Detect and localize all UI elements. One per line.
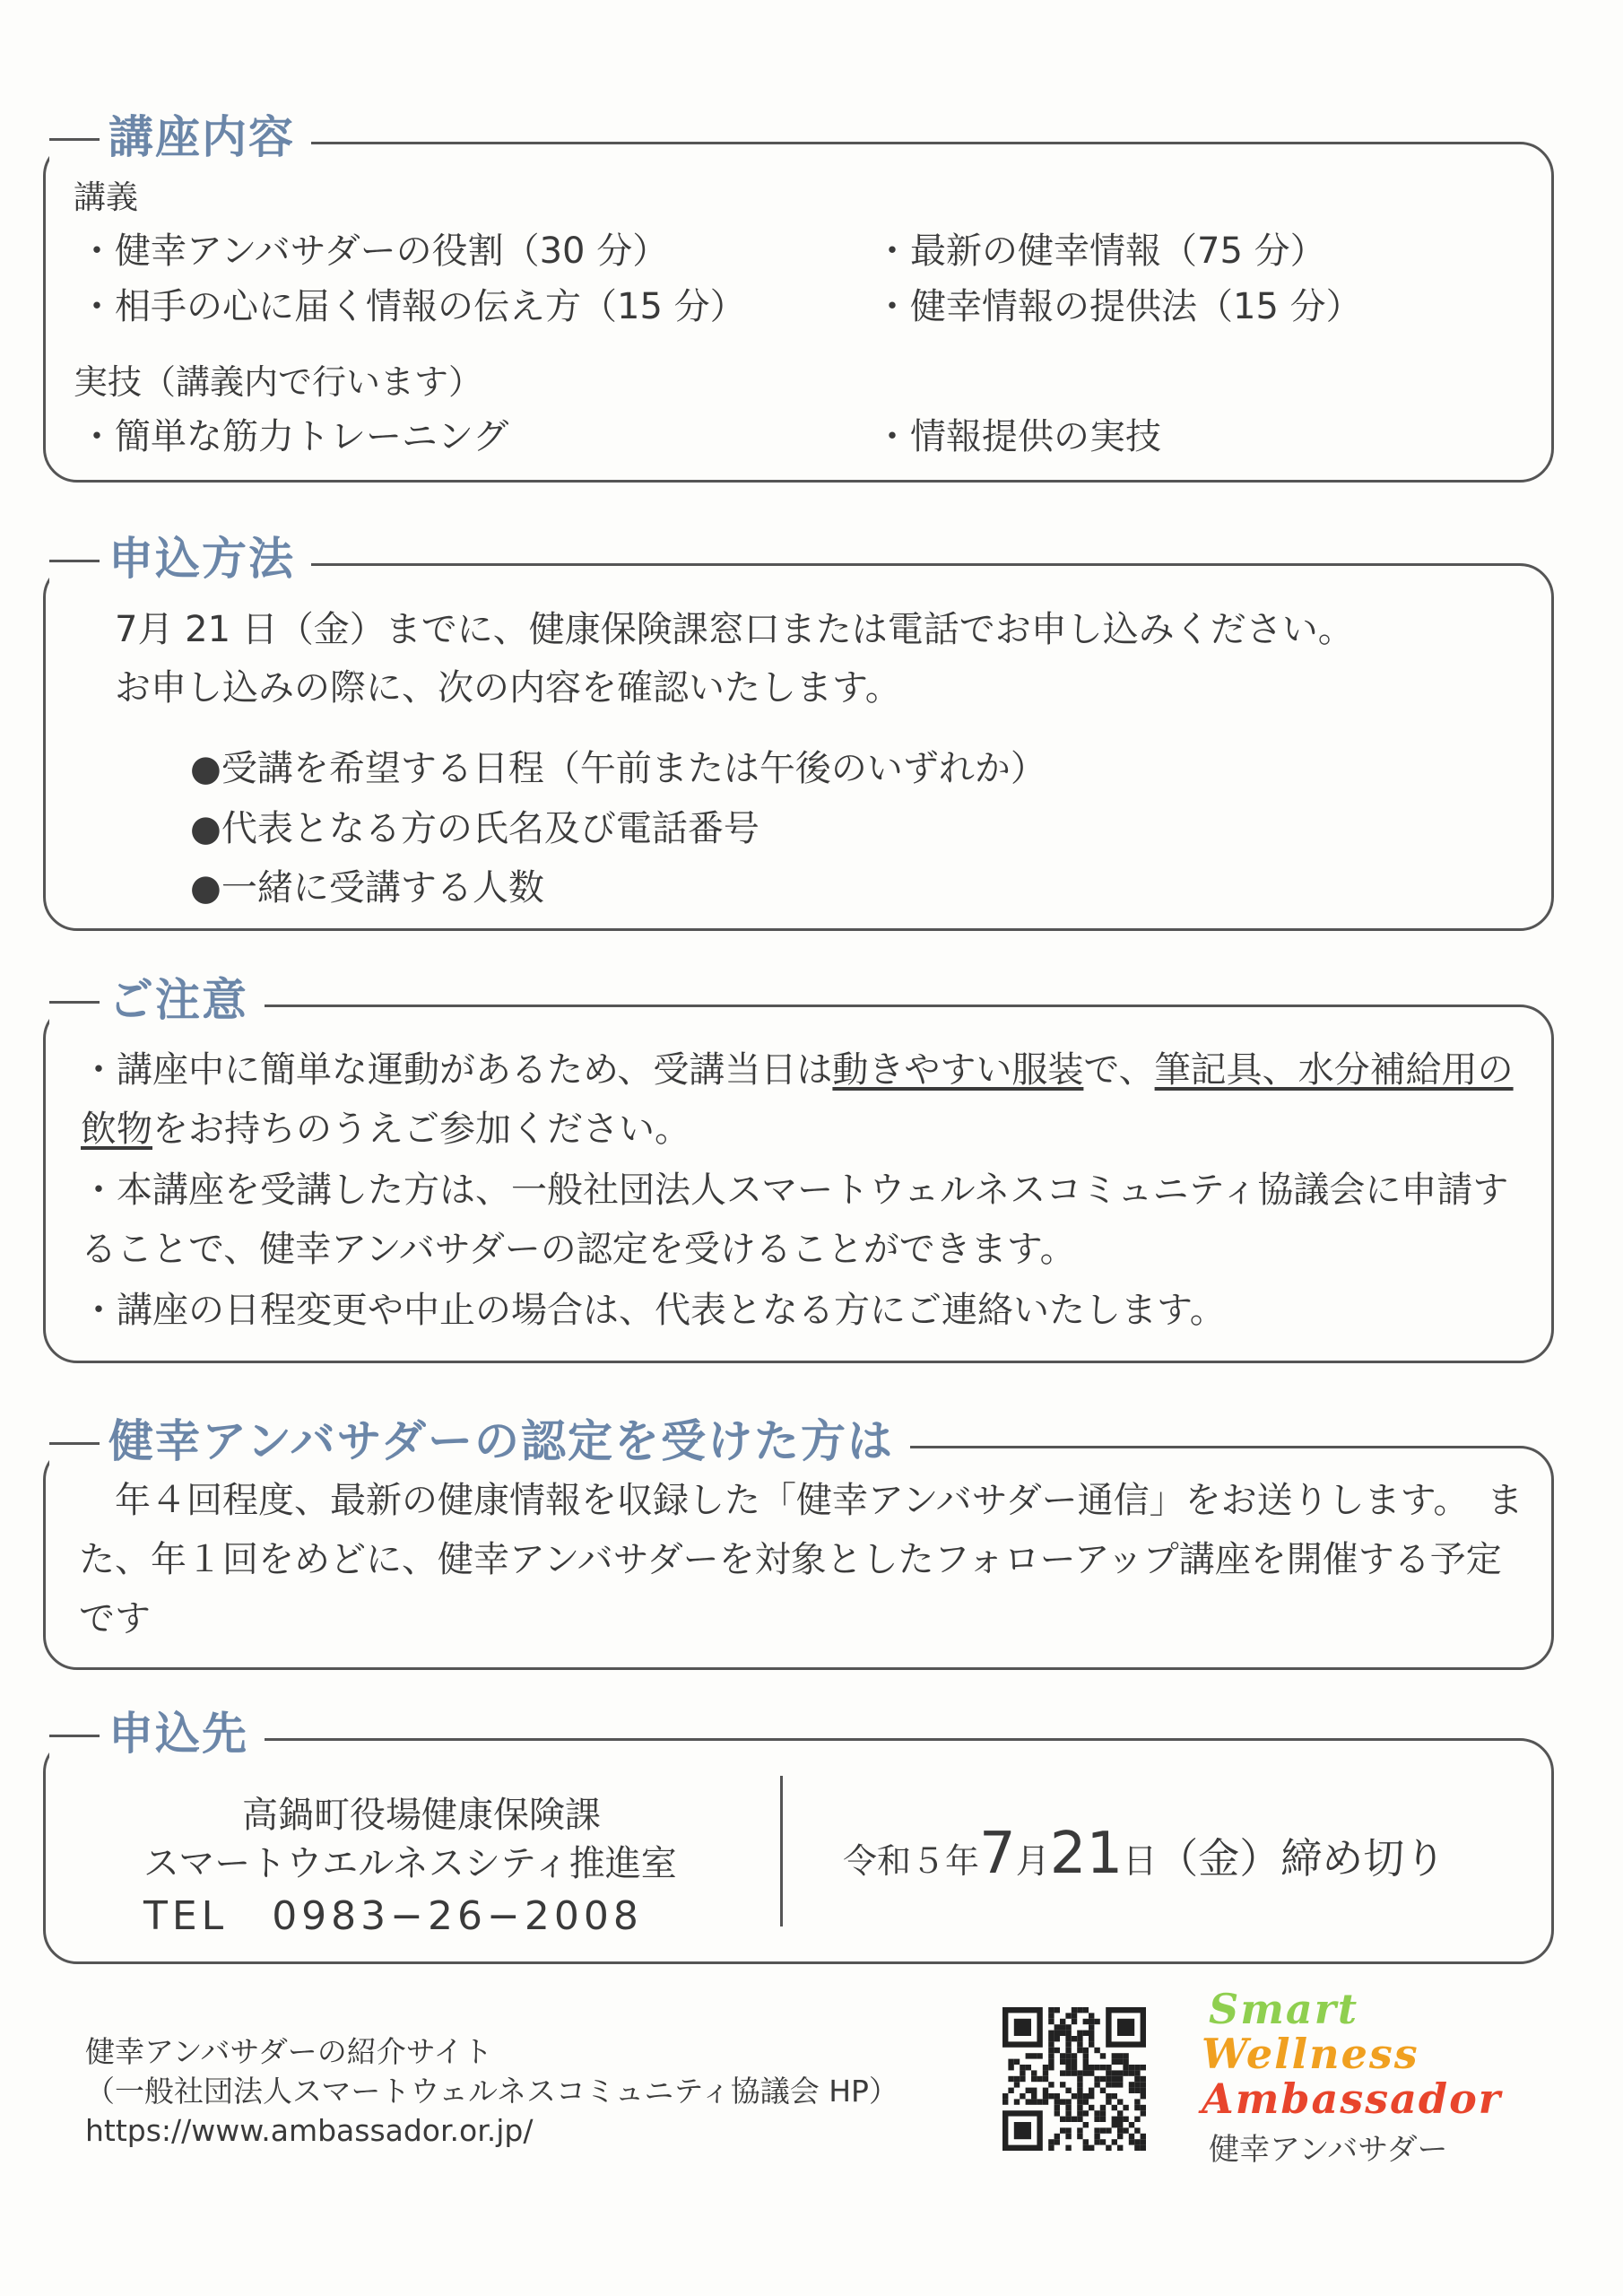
qr-code-graphic [1002, 2007, 1146, 2151]
deadline-month: 7 [979, 1821, 1016, 1887]
notice-item: ・本講座を受講した方は、一般社団法人スマートウェルネスコミュニティ協議会に申請することで、健幸アンバサダーの認定を受けることができます。 [81, 1170, 1509, 1270]
contact-heading: 申込先 [49, 1702, 265, 1765]
apply-check-item: ●代表となる方の氏名及び電話番号 [190, 808, 759, 849]
apply-check-item: ●一緒に受講する人数 [190, 867, 544, 909]
lecture-item: ・相手の心に届く情報の伝え方（15 分） [79, 286, 746, 327]
deadline [843, 1821, 1445, 1887]
apply-heading: 申込方法 [49, 527, 311, 590]
site-org: （一般社団法人スマートウェルネスコミュニティ協議会 HP） [85, 2074, 898, 2109]
contact-office: 高鍋町役場健康保険課 [242, 1795, 601, 1836]
notice-heading: ご注意 [49, 969, 265, 1031]
deadline-suffix: （金）締め切り [1157, 1834, 1446, 1883]
practice-item: ・情報提供の実技 [874, 416, 1161, 457]
practice-item: ・簡単な筋力トレーニング [79, 416, 509, 457]
deadline-day-unit: 日 [1123, 1841, 1158, 1881]
logo-caption: 健幸アンバサダー [1209, 2132, 1448, 2168]
notice-item [81, 1040, 1524, 1159]
apply-check-item: ●受講を希望する日程（午前または午後のいずれか） [190, 748, 1046, 789]
notice-text: ・講座中に簡単な運動があるため、受講当日は [81, 1049, 833, 1091]
deadline-day: 21 [1049, 1821, 1124, 1887]
apply-line: 7月 21 日（金）までに、健康保険課窓口または電話でお申し込みください。 [115, 609, 1354, 650]
contact-divider [780, 1776, 783, 1926]
notice-underline: 動きやすい服装 [832, 1049, 1084, 1091]
notice-text: で、 [1083, 1049, 1155, 1091]
notice-text: をお持ちのうえご参加ください。 [152, 1109, 690, 1150]
lecture-label: 講義 [74, 179, 139, 216]
lecture-item: ・健幸情報の提供法（15 分） [874, 286, 1362, 327]
course-heading: 講座内容 [49, 106, 311, 169]
lecture-item: ・健幸アンバサダーの役割（30 分） [79, 230, 669, 272]
notice-underline: 筆記具、水分補給用の飲物 [81, 1049, 1514, 1150]
site-url[interactable]: https://www.ambassador.or.jp/ [85, 2113, 534, 2148]
logo-ambassador: Ambassador [1202, 2074, 1503, 2123]
deadline-month-unit: 月 [1015, 1841, 1050, 1881]
contact-room: スマートウエルネスシティ推進室 [143, 1843, 677, 1884]
logo-wellness: Wellness [1202, 2030, 1419, 2078]
logo-smart: Smart [1209, 1985, 1359, 2033]
qr-code[interactable] [1002, 2007, 1146, 2151]
lecture-item: ・最新の健幸情報（75 分） [874, 230, 1326, 272]
certified-heading: 健幸アンバサダーの認定を受けた方は [49, 1410, 910, 1473]
site-title: 健幸アンバサダーの紹介サイト [85, 2034, 493, 2069]
practice-label: 実技（講義内で行います） [74, 362, 483, 402]
ambassador-logo [1202, 1987, 1542, 2169]
deadline-era: 令和５年 [843, 1841, 980, 1881]
contact-tel: TEL 0983−26−2008 [143, 1893, 643, 1939]
notice-item: ・講座の日程変更や中止の場合は、代表となる方にご連絡いたします。 [81, 1290, 1226, 1331]
certified-text: 年４回程度、最新の健康情報を収録した「健幸アンバサダー通信」をお送りします。 また、年１回をめどに、健幸アンバサダーを対象としたフォローアップ講座を開催する予定です [79, 1480, 1523, 1639]
apply-line: お申し込みの際に、次の内容を確認いたします。 [115, 667, 901, 709]
